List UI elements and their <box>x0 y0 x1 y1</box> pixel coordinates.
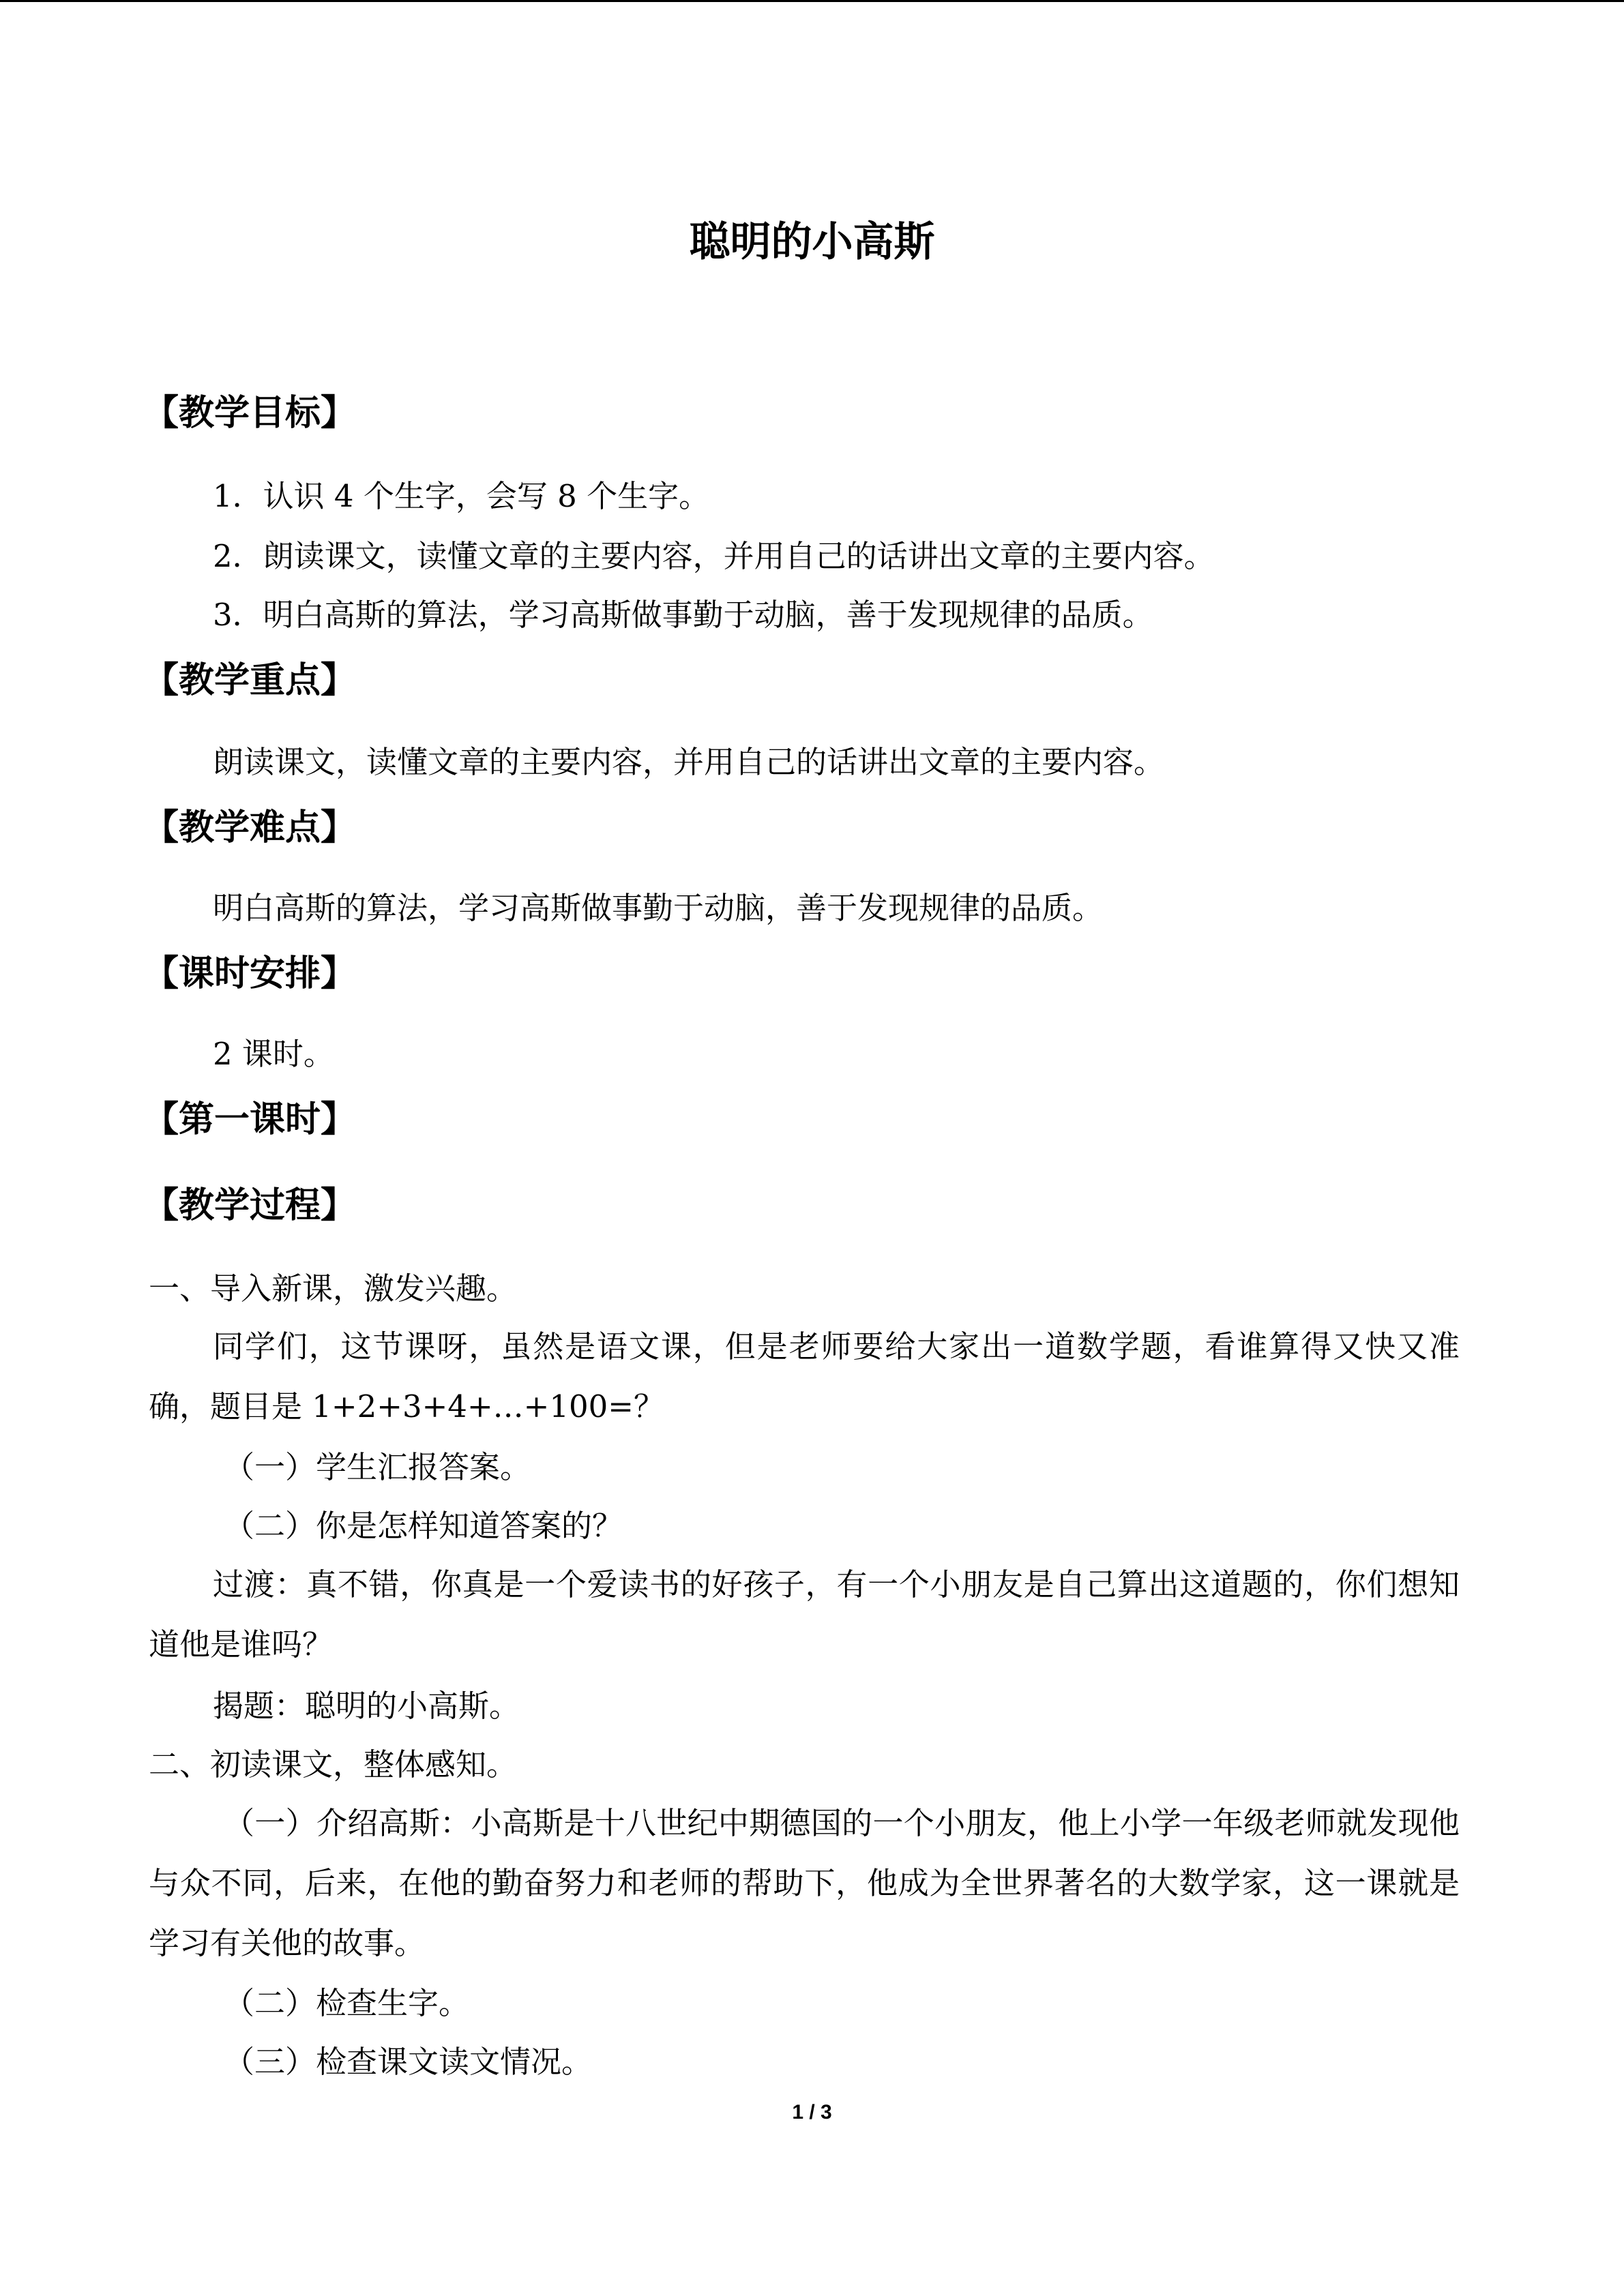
schedule-heading: 【课时安排】 <box>143 953 357 994</box>
difficulties-text: 明白高斯的算法，学习高斯做事勤于动脑，善于发现规律的品质。 <box>213 890 1104 926</box>
part1-title: 一、导入新课，激发兴趣。 <box>149 1270 518 1307</box>
first-lesson-heading: 【第一课时】 <box>143 1099 357 1140</box>
page-number: 1 / 3 <box>792 2101 832 2123</box>
key-points-text: 朗读课文，读懂文章的主要内容，并用自己的话讲出文章的主要内容。 <box>213 744 1165 780</box>
schedule-text: 2 课时。 <box>213 1036 334 1072</box>
part2-item-2: （二）检查生字。 <box>224 1985 470 2021</box>
part1-reveal: 揭题：聪明的小高斯。 <box>213 1688 520 1724</box>
part2-item-1: （一）介绍高斯：小高斯是十八世纪中期德国的一个小朋友，他上小学一年级老师就发现他与众不同，后来，在他的勤奋努力和老师的帮助下，他成为全世界著名的大数学家，这一课就是学习有关他的故事。 <box>149 1805 1460 1961</box>
page-top-border <box>0 0 1624 2</box>
process-heading: 【教学过程】 <box>143 1185 357 1226</box>
document-title: 聪明的小高斯 <box>689 218 935 266</box>
objectives-heading: 【教学目标】 <box>143 393 357 434</box>
part1-transition-paragraph: 过渡：真不错，你真是一个爱读书的好孩子，有一个小朋友是自己算出这道题的，你们想知道他是谁吗？ <box>149 1566 1460 1663</box>
part1-item-1: （一）学生汇报答案。 <box>224 1449 531 1485</box>
part1-item-2: （二）你是怎样知道答案的？ <box>224 1508 623 1544</box>
part2-item-3: （三）检查课文读文情况。 <box>224 2044 593 2080</box>
key-points-heading: 【教学重点】 <box>143 660 357 701</box>
part1-intro-paragraph: 同学们，这节课呀，虽然是语文课，但是老师要给大家出一道数学题，看谁算得又快又准确，题目是 1+2+3+4+…+100=？ <box>149 1328 1460 1425</box>
difficulties-heading: 【教学难点】 <box>143 807 357 848</box>
objective-item-1: 1．认识 4 个生字，会写 8 个生字。 <box>213 478 710 514</box>
part2-title: 二、初读课文，整体感知。 <box>149 1746 518 1783</box>
objective-item-2: 2．朗读课文，读懂文章的主要内容，并用自己的话讲出文章的主要内容。 <box>213 538 1215 574</box>
objective-item-3: 3．明白高斯的算法，学习高斯做事勤于动脑，善于发现规律的品质。 <box>213 597 1153 633</box>
